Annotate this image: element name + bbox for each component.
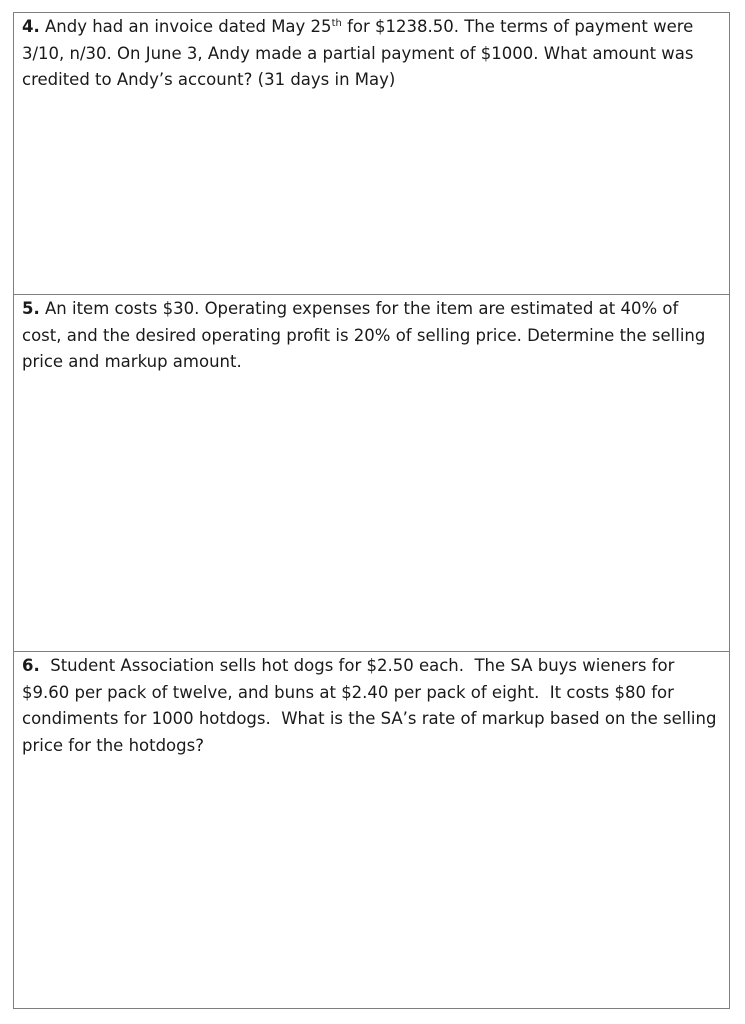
worksheet-table [13,12,730,1009]
problem-6-number: 6. [22,656,40,675]
problem-4-box [14,13,729,295]
problem-4-number: 4. [22,17,40,36]
problem-5-number: 5. [22,299,40,318]
problem-4-text [22,14,721,94]
problem-4-text-part1: Andy had an invoice dated May 25 [39,17,332,36]
problem-5-text [22,296,721,376]
problem-6-body: Student Association sells hot dogs for $2.50 each. The SA buys wieners for $9.60 per pack of twelve, and buns at $2.40 per pack of eight. It costs $80 for condiments for 1000 hotdogs. What is the SA’s rate of markup based on the selling price for the hotdogs? [22,656,722,755]
problem-4-superscript: th [331,18,342,29]
problem-4-text-part2: for $1238.50. The terms of payment were 3/10, n/30. On June 3, Andy made a partial payment of $1000. What amount was credited to Andy’s account? (31 days in May) [22,17,694,89]
problem-6-box [14,652,729,1008]
problem-5-box [14,295,729,652]
problem-5-body: An item costs $30. Operating expenses for the item are estimated at 40% of cost, and the desired operating profit is 20% of selling price. Determine the selling price and markup amount. [22,299,706,371]
problem-6-text [22,653,721,759]
